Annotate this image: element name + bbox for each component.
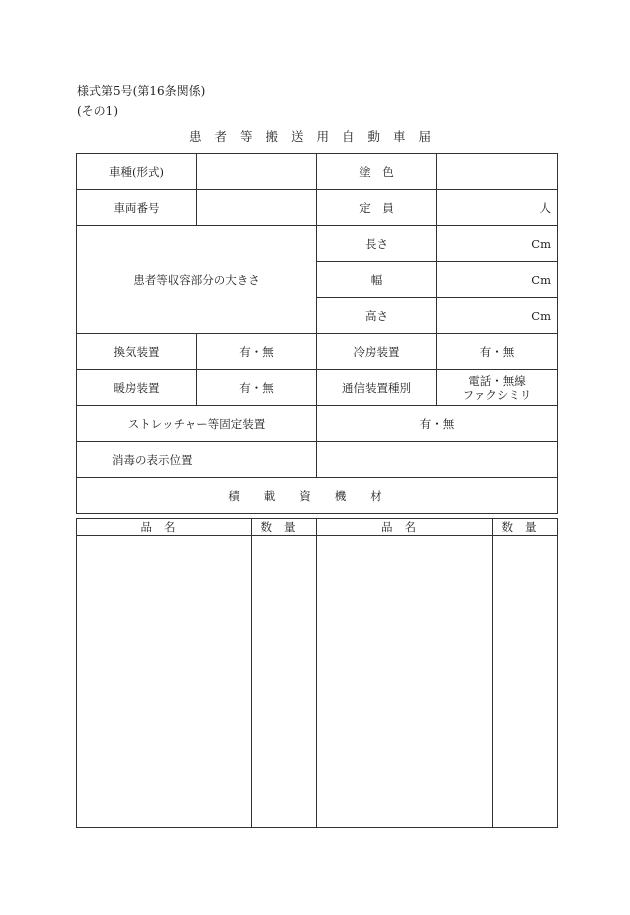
option-heating[interactable]: 有・無 <box>197 370 317 406</box>
length-unit: Cm <box>531 236 551 251</box>
field-width[interactable] <box>437 262 558 298</box>
form-sub-number: (その1) <box>77 104 118 118</box>
header-qty-left: 数量 <box>252 519 317 536</box>
field-vehicle-number[interactable] <box>197 190 317 226</box>
label-ventilation: 換気装置 <box>77 334 197 370</box>
option-comm-type[interactable] <box>437 370 558 406</box>
field-disinfection-display[interactable] <box>317 442 558 478</box>
label-height: 高さ <box>317 298 437 334</box>
comm-option-fax: ファクシミリ <box>462 387 532 402</box>
label-paint-color: 塗 色 <box>317 154 437 190</box>
field-item-names-right[interactable] <box>317 536 493 828</box>
field-length[interactable] <box>437 226 558 262</box>
field-capacity[interactable] <box>437 190 558 226</box>
label-comm-type: 通信装置種別 <box>317 370 437 406</box>
header-item-name-right: 品名 <box>317 519 493 536</box>
row-heating <box>77 370 558 406</box>
equipment-items-table <box>76 518 558 828</box>
label-width: 幅 <box>317 262 437 298</box>
row-stretcher <box>77 406 558 442</box>
comm-option-phone-radio: 電話・無線 <box>468 373 526 388</box>
label-loaded-equipment: 積載資機材 <box>77 478 558 514</box>
label-length: 長さ <box>317 226 437 262</box>
row-disinfection <box>77 442 558 478</box>
option-ventilation[interactable]: 有・無 <box>197 334 317 370</box>
row-vehicle-number <box>77 190 558 226</box>
items-body-row <box>77 536 558 828</box>
header-item-name-left: 品名 <box>77 519 252 536</box>
label-stretcher-fixing: ストレッチャー等固定装置 <box>77 406 317 442</box>
label-patient-space: 患者等収容部分の大きさ <box>77 226 317 334</box>
row-ventilation <box>77 334 558 370</box>
label-vehicle-number: 車両番号 <box>77 190 197 226</box>
label-capacity: 定 員 <box>317 190 437 226</box>
width-unit: Cm <box>531 272 551 287</box>
vehicle-form-table <box>76 153 558 514</box>
field-height[interactable] <box>437 298 558 334</box>
capacity-unit: 人 <box>539 200 551 215</box>
label-heating: 暖房装置 <box>77 370 197 406</box>
items-header-row <box>77 519 558 536</box>
field-item-names-left[interactable] <box>77 536 252 828</box>
row-vehicle-type <box>77 154 558 190</box>
label-vehicle-type: 車種(形式) <box>77 154 197 190</box>
option-cooling[interactable]: 有・無 <box>437 334 558 370</box>
header-qty-right: 数量 <box>493 519 558 536</box>
field-paint-color[interactable] <box>437 154 558 190</box>
height-unit: Cm <box>531 308 551 323</box>
form-number: 様式第5号(第16条関係) <box>77 84 206 98</box>
field-vehicle-type[interactable] <box>197 154 317 190</box>
label-disinfection-display: 消毒の表示位置 <box>77 442 317 478</box>
field-qty-left[interactable] <box>252 536 317 828</box>
row-loaded-equipment <box>77 478 558 514</box>
document-title: 患者等搬送用自動車届 <box>188 129 444 144</box>
option-stretcher-fixing[interactable]: 有・無 <box>317 406 558 442</box>
field-qty-right[interactable] <box>493 536 558 828</box>
row-length <box>77 226 558 262</box>
label-cooling: 冷房装置 <box>317 334 437 370</box>
